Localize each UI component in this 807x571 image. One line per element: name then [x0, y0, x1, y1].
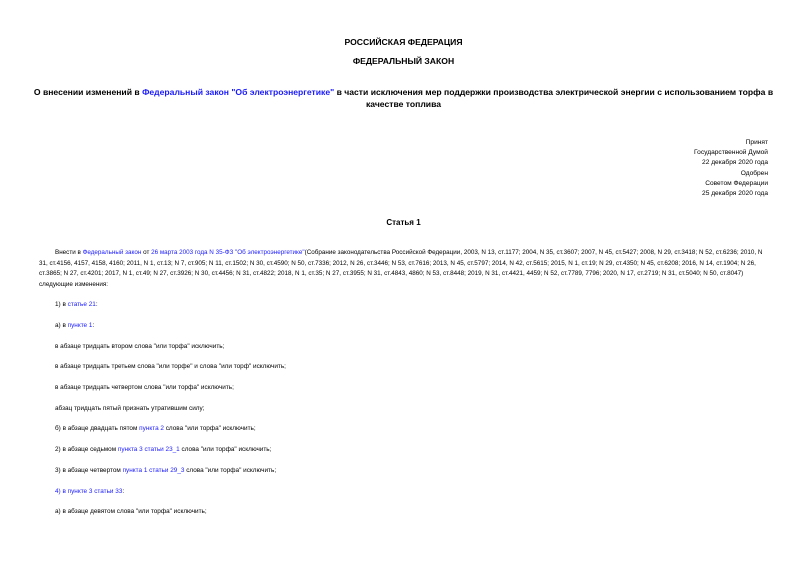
list-item [55, 446, 271, 453]
list-item [55, 467, 276, 474]
approved-label: Одобрен [740, 169, 768, 177]
item-text: : [92, 322, 95, 329]
item-text: слова "или торфа" исключить; [184, 467, 277, 474]
title-text-pre: О внесении изменений в [33, 87, 143, 97]
law-title [30, 86, 777, 110]
item-text: слова "или торфа" исключить; [179, 446, 272, 453]
point-2-link[interactable]: пункта 2 [139, 425, 164, 432]
list-item: в абзаце тридцать втором слова "или торфа" исключить; [55, 343, 225, 350]
adoption-block [694, 138, 768, 199]
item-text: : [122, 488, 125, 495]
intro-law-link[interactable]: Федеральный закон [82, 249, 142, 256]
item-text: слова "или торфа" исключить; [163, 425, 256, 432]
intro-text: (Собрание законодательства Российской Федерации, 2003, N 13, ст.1177; 2004, N 35, ст.3607; 2007, N 45, ст.5427; 2008, N 29, ст.3418; N 52, ст.6236; 2010, N 31, ст.4156, 4157, 4158, 4160; 2011, N 1, ст.13; N 7, ст.905; N 11, ст.1502; N 30, ст.4590; N 50, ст.7336; 2012, N 26, ст.3446; N 53, ст.7616; 2013, N 45, ст.5797; 2014, N 42, ст.5615; 2015, N 1, ст.19; N 29, ст.4350; N 45, ст.6208; 2016, N 14, ст.1904; N 26, ст.3865; N 27, ст.4201; 2017, N 1, ст.49; N 27, ст.3926; N 30, ст.4456; N 31, ст.4822; 2018, N 1, ст.35; N 27, ст.3955; N 31, ст.4843, 4860; N 53, ст.8448; 2019, N 31, ст.4421, 4459; N 52, ст.7789, 7796; 2020, N 17, ст.2719; N 31, ст.5040; N 50, ст.8047) следующие изменения: [39, 249, 763, 288]
list-item [55, 322, 94, 329]
article-heading: Статья 1 [386, 218, 421, 227]
list-item: абзац тридцать пятый признать утратившим силу; [55, 405, 205, 412]
header-law-type: ФЕДЕРАЛЬНЫЙ ЗАКОН [352, 56, 455, 66]
list-item: в абзаце тридцать третьем слова "или торфе" и слова "или торф" исключить; [55, 363, 286, 370]
intro-paragraph [39, 248, 769, 290]
point-1-link[interactable]: пункте 1 [67, 322, 93, 329]
item-4-link[interactable]: 4) в [55, 488, 68, 495]
approved-body: Советом Федерации [705, 179, 768, 187]
list-item [55, 488, 124, 495]
list-item: а) в абзаце девятом слова "или торфа" исключить; [55, 508, 207, 515]
adopted-date: 22 декабря 2020 года [702, 159, 768, 167]
item-text: а) в [55, 322, 68, 329]
intro-law-date-link[interactable]: 26 марта 2003 года N 35-ФЗ "Об электроэнергетике" [151, 249, 305, 256]
intro-mid: от [141, 249, 152, 256]
item-text: б) в абзаце двадцать пятом [55, 425, 140, 432]
title-text-post: в части исключения мер поддержки производства электрической энергии с использованием торфа в качестве топлива [334, 87, 774, 109]
adopted-body: Государственной Думой [694, 149, 768, 157]
list-item [55, 301, 98, 308]
item-text: 3) в абзаце четвертом [55, 467, 123, 474]
item-text: 2) в абзаце седьмом [55, 446, 118, 453]
header-federation: РОССИЙСКАЯ ФЕДЕРАЦИЯ [344, 37, 463, 47]
article-29-3-link[interactable]: пункта 1 статьи 29_3 [122, 467, 185, 474]
article-33-link[interactable]: пункте 3 статьи 33 [67, 488, 123, 495]
article-21-link[interactable]: статье 21 [67, 301, 96, 308]
adopted-label: Принят [745, 139, 768, 146]
intro-pre: Внести в [55, 249, 83, 256]
article-23-1-link[interactable]: пункта 3 статьи 23_1 [117, 446, 180, 453]
list-item: в абзаце тридцать четвертом слова "или торфа" исключить; [55, 384, 234, 391]
title-law-link[interactable]: Федеральный закон "Об электроэнергетике" [142, 87, 335, 97]
item-text: : [95, 301, 98, 308]
item-text: 1) в [55, 301, 68, 308]
list-item [55, 425, 256, 432]
approved-date: 25 декабря 2020 года [702, 190, 768, 198]
